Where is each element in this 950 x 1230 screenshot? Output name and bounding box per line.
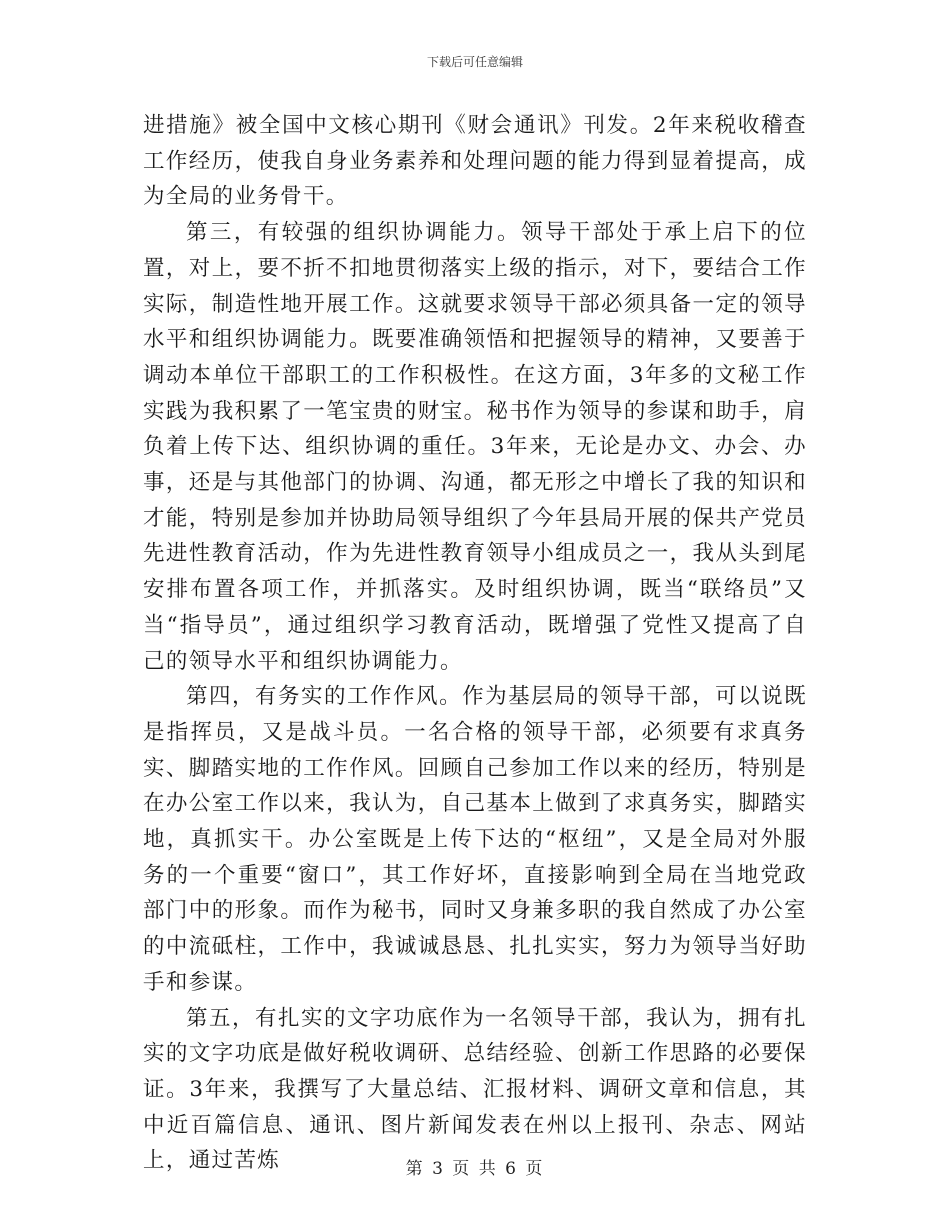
- paragraph-fifth-point: 第五，有扎实的文字功底作为一名领导干部，我认为，拥有扎实的文字功底是做好税收调研、总结经验、创新工作思路的必要保证。3年来，我撰写了大量总结、汇报材料、调研文章和信息，其中近百篇信息、通讯、图片新闻发表在州以上报刊、杂志、网站上，通过苦炼: [143, 1005, 807, 1174]
- paragraph-continuation: 进措施》被全国中文核心期刊《财会通讯》刊发。2年来税收稽查工作经历，使我自身业务素养和处理问题的能力得到显着提高，成为全局的业务骨干。: [143, 113, 807, 210]
- page-footer-number: 第 3 页 共 6 页: [405, 1159, 545, 1179]
- document-body: [143, 108, 807, 1179]
- paragraph-fourth-point: 第四，有务实的工作作风。作为基层局的领导干部，可以说既是指挥员，又是战斗员。一名合格的领导干部，必须要有求真务实、脚踏实地的工作作风。回顾自己参加工作以来的经历，特别是在办公室工作以来，我认为，自己基本上做到了求真务实，脚踏实地，真抓实干。办公室既是上传下达的“枢纽”，又是全局对外服务的一个重要“窗口”，其工作好坏，直接影响到全局在当地党政部门中的形象。而作为秘书，同时又身兼多职的我自然成了办公室的中流砥柱，工作中，我诚诚恳恳、扎扎实实，努力为领导当好助手和参谋。: [143, 684, 807, 995]
- page-header-note: 下载后可任意编辑: [426, 55, 523, 69]
- paragraph-third-point: 第三，有较强的组织协调能力。领导干部处于承上启下的位置，对上，要不折不扣地贯彻落实上级的指示，对下，要结合工作实际，制造性地开展工作。这就要求领导干部必须具备一定的领导水平和组织协调能力。既要准确领悟和把握领导的精神，又要善于调动本单位干部职工的工作积极性。在这方面，3年多的文秘工作实践为我积累了一笔宝贵的财宝。秘书作为领导的参谋和助手，肩负着上传下达、组织协调的重任。3年来，无论是办文、办会、办事，还是与其他部门的协调、沟通，都无形之中增长了我的知识和才能，特别是参加并协助局领导组织了今年县局开展的保共产党员先进性教育活动，作为先进性教育领导小组成员之一，我从头到尾安排布置各项工作，并抓落实。及时组织协调，既当“联络员”又当“指导员”，通过组织学习教育活动，既增强了党性又提高了自己的领导水平和组织协调能力。: [143, 220, 807, 674]
